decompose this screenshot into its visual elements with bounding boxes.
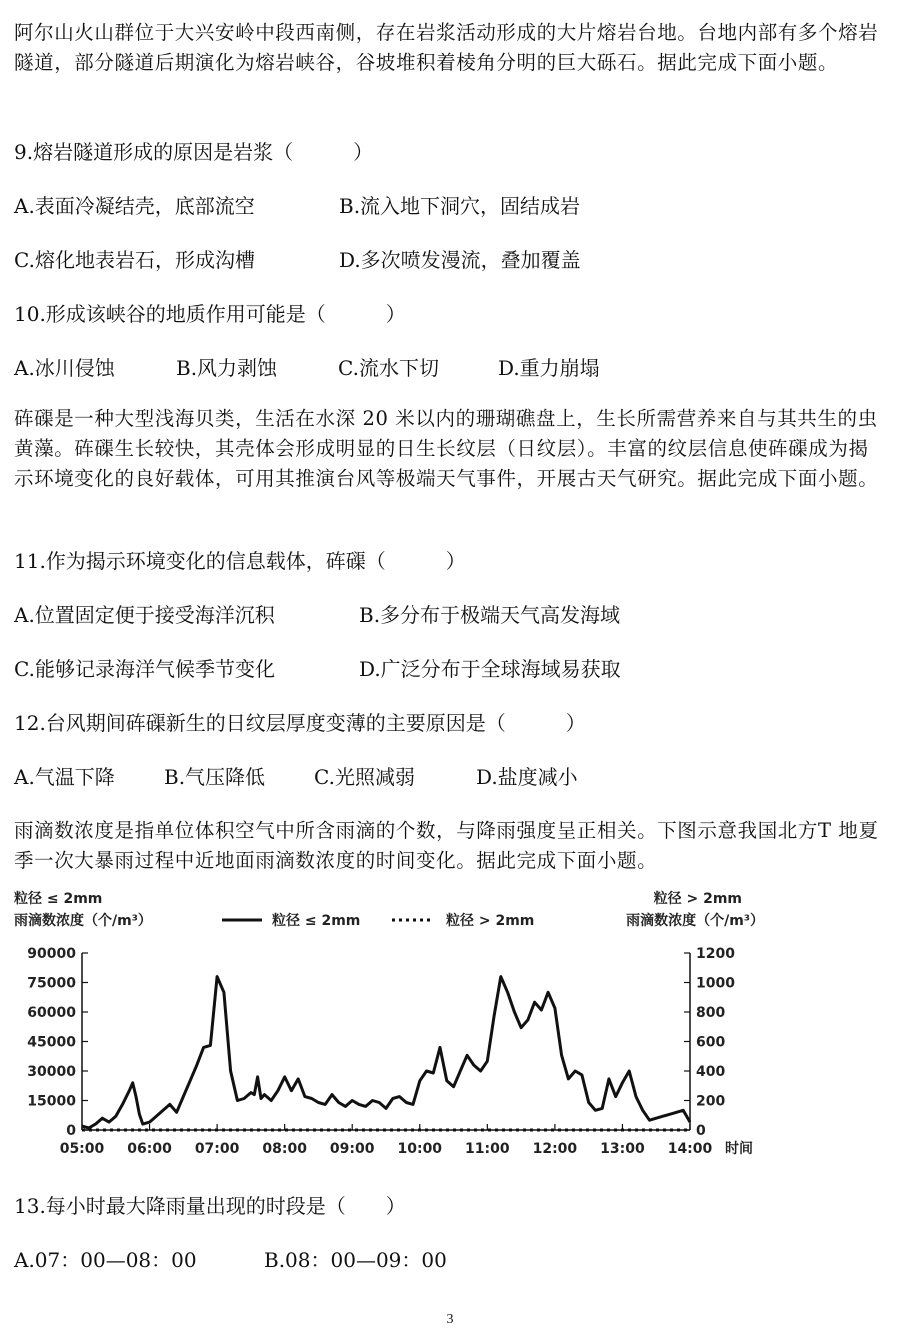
right-tick-label: 800 (696, 1005, 726, 1021)
x-tick-label: 06:00 (127, 1141, 172, 1157)
right-tick-label: 0 (696, 1123, 706, 1139)
right-tick-label: 1200 (696, 946, 735, 962)
chart-series (82, 977, 690, 1130)
q11-option-a[interactable]: A.位置固定便于接受海洋沉积 (14, 603, 275, 627)
x-tick-label: 05:00 (59, 1141, 105, 1157)
q11-option-b[interactable]: B.多分布于极端天气高发海域 (359, 603, 621, 627)
q12-option-c[interactable]: C.光照减弱 (314, 765, 415, 789)
right-axis-title-line1: 粒径 > 2mm (653, 891, 742, 907)
q13-option-a[interactable]: A.07：00—08：00 (14, 1248, 197, 1272)
chart-axes (27, 946, 735, 1157)
legend-solid-label: 粒径 ≤ 2mm (272, 913, 361, 929)
left-tick-label: 0 (66, 1123, 76, 1139)
left-axis-title-line1: 粒径 ≤ 2mm (14, 891, 103, 907)
q9-option-c[interactable]: C.熔化地表岩石，形成沟槽 (14, 248, 255, 272)
left-tick-label: 75000 (27, 975, 76, 992)
x-tick-label: 10:00 (397, 1141, 443, 1157)
passage-raindrop: 雨滴数浓度是指单位体积空气中所含雨滴的个数，与降雨强度呈正相关。下图示意我国北方T 地夏季一次大暴雨过程中近地面雨滴数浓度的时间变化。据此完成下面小题。 (14, 819, 879, 872)
x-tick-label: 09:00 (329, 1141, 375, 1157)
right-axis-title-line2: 雨滴数浓度（个/m³） (626, 913, 764, 929)
q10-option-a[interactable]: A.冰川侵蚀 (14, 356, 115, 380)
legend-dotted-label: 粒径 > 2mm (446, 913, 535, 929)
q13-option-b[interactable]: B.08：00—09：00 (264, 1248, 447, 1272)
question-10-stem: 10.形成该峡谷的地质作用可能是（ ） (14, 302, 406, 326)
left-tick-label: 15000 (27, 1093, 76, 1110)
passage-giant-clam: 砗磲是一种大型浅海贝类，生活在水深 20 米以内的珊瑚礁盘上，生长所需营养来自与其共生的虫黄藻。砗磲生长较快，其壳体会形成明显的日生长纹层（日纹层）。丰富的纹层信息使砗磲成为揭示环境变化的良好载体，可用其推演台风等极端天气事件，开展古天气研究。据此完成下面小题。 (14, 407, 879, 490)
q12-option-a[interactable]: A.气温下降 (14, 765, 115, 789)
x-axis-label: 时间 (725, 1141, 753, 1157)
q12-option-b[interactable]: B.气压降低 (164, 765, 266, 789)
question-13-stem: 13.每小时最大降雨量出现的时段是（ ） (14, 1194, 406, 1218)
x-tick-label: 12:00 (532, 1141, 578, 1157)
left-axis-title-line2: 雨滴数浓度（个/m³） (14, 913, 152, 929)
x-tick-label: 13:00 (600, 1141, 645, 1157)
left-tick-label: 60000 (27, 1005, 76, 1021)
page-number: 3 (446, 1312, 454, 1327)
q9-option-b[interactable]: B.流入地下洞穴，固结成岩 (339, 194, 581, 218)
right-tick-label: 200 (696, 1093, 726, 1110)
right-tick-label: 1000 (696, 975, 735, 992)
question-9-stem: 9.熔岩隧道形成的原因是岩浆（ ） (14, 140, 374, 164)
right-tick-label: 400 (696, 1064, 726, 1080)
q10-option-b[interactable]: B.风力剥蚀 (176, 356, 278, 380)
left-tick-label: 30000 (27, 1064, 76, 1080)
passage-lava: 阿尔山火山群位于大兴安岭中段西南侧，存在岩浆活动形成的大片熔岩台地。台地内部有多个熔岩隧道，部分隧道后期演化为熔岩峡谷，谷坡堆积着棱角分明的巨大砾石。据此完成下面小题。 (14, 21, 879, 74)
right-tick-label: 600 (696, 1034, 726, 1051)
q9-option-d[interactable]: D.多次喷发漫流，叠加覆盖 (339, 248, 581, 272)
raindrop-concentration-chart (0, 880, 900, 1170)
left-tick-label: 45000 (27, 1034, 76, 1051)
x-tick-label: 11:00 (465, 1141, 510, 1157)
x-tick-label: 07:00 (194, 1141, 240, 1157)
q10-option-c[interactable]: C.流水下切 (338, 356, 439, 380)
series-line-small-drops (82, 977, 690, 1128)
q11-option-c[interactable]: C.能够记录海洋气候季节变化 (14, 657, 275, 681)
q12-option-d[interactable]: D.盐度减小 (476, 765, 578, 789)
q10-option-d[interactable]: D.重力崩塌 (498, 356, 600, 380)
x-tick-label: 14:00 (667, 1141, 713, 1157)
chart-legend (222, 912, 534, 929)
question-11-stem: 11.作为揭示环境变化的信息载体，砗磲（ ） (14, 549, 466, 573)
left-tick-label: 90000 (27, 946, 76, 962)
x-tick-label: 08:00 (262, 1141, 307, 1157)
question-12-stem: 12.台风期间砗磲新生的日纹层厚度变薄的主要原因是（ ） (14, 711, 586, 735)
q11-option-d[interactable]: D.广泛分布于全球海域易获取 (359, 657, 621, 681)
q9-option-a[interactable]: A.表面冷凝结壳，底部流空 (14, 194, 255, 218)
